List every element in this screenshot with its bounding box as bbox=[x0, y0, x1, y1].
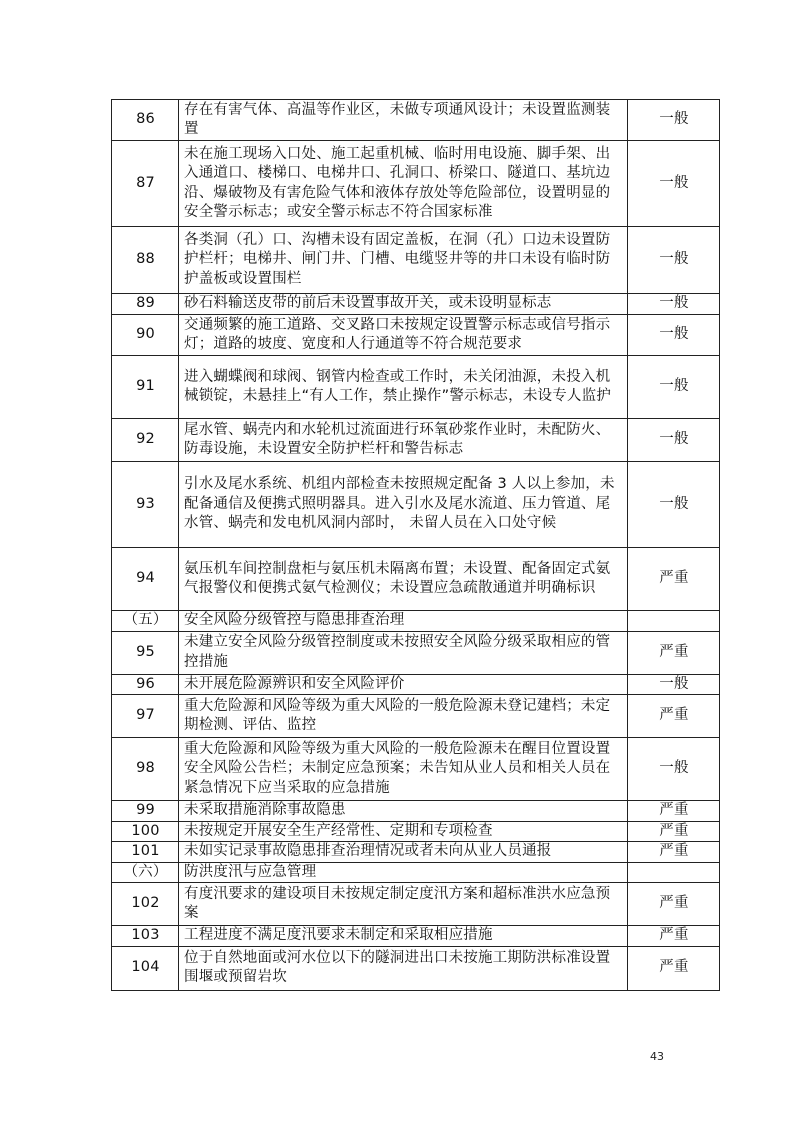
hazard-level: 一般 bbox=[628, 419, 720, 462]
row-number: 92 bbox=[112, 419, 179, 462]
hazard-description: 存在有害气体、高温等作业区，未做专项通风设计；未设置监测装置 bbox=[179, 100, 628, 141]
row-number: 94 bbox=[112, 548, 179, 611]
row-number: 101 bbox=[112, 842, 179, 863]
table-row bbox=[112, 100, 720, 141]
hazard-level: 严重 bbox=[628, 842, 720, 863]
hazard-description: 引水及尾水系统、机组内部检查未按照规定配备 3 人以上参加，未配备通信及便携式照明器具。进入引水及尾水流道、压力管道、尾水管、蜗壳和发电机风洞内部时， 未留人员在入口处守候 bbox=[179, 462, 628, 548]
row-number: 87 bbox=[112, 141, 179, 227]
table-row bbox=[112, 462, 720, 548]
hazard-description: 交通频繁的施工道路、交叉路口未按规定设置警示标志或信号指示灯；道路的坡度、宽度和人行通道等不符合规范要求 bbox=[179, 315, 628, 356]
hazard-level: 严重 bbox=[628, 548, 720, 611]
table-row bbox=[112, 821, 720, 842]
hazard-level: 一般 bbox=[628, 356, 720, 419]
hazard-description: 未按规定开展安全生产经常性、定期和专项检查 bbox=[179, 821, 628, 842]
hazard-level: 一般 bbox=[628, 227, 720, 294]
hazard-level: 严重 bbox=[628, 821, 720, 842]
row-number: 93 bbox=[112, 462, 179, 548]
row-number: 100 bbox=[112, 821, 179, 842]
table-row bbox=[112, 674, 720, 695]
hazard-description: 未在施工现场入口处、施工起重机械、临时用电设施、脚手架、出入通道口、楼梯口、电梯井口、孔洞口、桥梁口、隧道口、基坑边沿、爆破物及有害危险气体和液体存放处等危险部位，设置明显的安全警示标志；或安全警示标志不符合国家标准 bbox=[179, 141, 628, 227]
row-number: 97 bbox=[112, 695, 179, 738]
hazard-table bbox=[111, 99, 720, 991]
hazard-level: 一般 bbox=[628, 141, 720, 227]
hazard-level: 严重 bbox=[628, 883, 720, 926]
section-title: 防洪度汛与应急管理 bbox=[179, 862, 628, 883]
row-number: （五） bbox=[112, 611, 179, 632]
hazard-level: 一般 bbox=[628, 462, 720, 548]
hazard-description: 各类洞（孔）口、沟槽未设有固定盖板，在洞（孔）口边未设置防护栏杆；电梯井、闸门井、门槽、电缆竖井等的井口未设有临时防护盖板或设置围栏 bbox=[179, 227, 628, 294]
table-row bbox=[112, 946, 720, 990]
table-row bbox=[112, 738, 720, 801]
hazard-description: 尾水管、蜗壳内和水轮机过流面进行环氧砂浆作业时，未配防火、防毒设施，未设置安全防护栏杆和警告标志 bbox=[179, 419, 628, 462]
table-row bbox=[112, 294, 720, 315]
row-number: 91 bbox=[112, 356, 179, 419]
table-row bbox=[112, 356, 720, 419]
hazard-level bbox=[628, 611, 720, 632]
hazard-description: 氨压机车间控制盘柜与氨压机未隔离布置；未设置、配备固定式氨气报警仪和便携式氨气检测仪；未设置应急疏散通道并明确标识 bbox=[179, 548, 628, 611]
row-number: 95 bbox=[112, 631, 179, 674]
row-number: （六） bbox=[112, 862, 179, 883]
row-number: 104 bbox=[112, 946, 179, 990]
hazard-description: 未建立安全风险分级管控制度或未按照安全风险分级采取相应的管控措施 bbox=[179, 631, 628, 674]
hazard-level: 一般 bbox=[628, 294, 720, 315]
hazard-level: 一般 bbox=[628, 100, 720, 141]
hazard-level: 一般 bbox=[628, 738, 720, 801]
hazard-description: 重大危险源和风险等级为重大风险的一般危险源未在醒目位置设置安全风险公告栏；未制定应急预案；未告知从业人员和相关人员在紧急情况下应当采取的应急措施 bbox=[179, 738, 628, 801]
row-number: 90 bbox=[112, 315, 179, 356]
table-row bbox=[112, 631, 720, 674]
hazard-description: 未采取措施消除事故隐患 bbox=[179, 801, 628, 822]
row-number: 96 bbox=[112, 674, 179, 695]
row-number: 88 bbox=[112, 227, 179, 294]
table-row bbox=[112, 315, 720, 356]
row-number: 86 bbox=[112, 100, 179, 141]
hazard-level: 一般 bbox=[628, 315, 720, 356]
hazard-level: 严重 bbox=[628, 946, 720, 990]
hazard-table-body bbox=[112, 100, 720, 991]
table-row bbox=[112, 926, 720, 947]
hazard-level: 严重 bbox=[628, 801, 720, 822]
table-row bbox=[112, 141, 720, 227]
table-row bbox=[112, 227, 720, 294]
page-number: 43 bbox=[650, 1050, 664, 1063]
hazard-description: 工程进度不满足度汛要求未制定和采取相应措施 bbox=[179, 926, 628, 947]
row-number: 99 bbox=[112, 801, 179, 822]
hazard-level: 严重 bbox=[628, 631, 720, 674]
row-number: 98 bbox=[112, 738, 179, 801]
table-row bbox=[112, 419, 720, 462]
hazard-description: 位于自然地面或河水位以下的隧洞进出口未按施工期防洪标准设置围堰或预留岩坎 bbox=[179, 946, 628, 990]
hazard-level bbox=[628, 862, 720, 883]
row-number: 102 bbox=[112, 883, 179, 926]
section-title: 安全风险分级管控与隐患排查治理 bbox=[179, 611, 628, 632]
table-row bbox=[112, 883, 720, 926]
row-number: 89 bbox=[112, 294, 179, 315]
table-row bbox=[112, 801, 720, 822]
hazard-level: 严重 bbox=[628, 695, 720, 738]
hazard-description: 未如实记录事故隐患排查治理情况或者未向从业人员通报 bbox=[179, 842, 628, 863]
hazard-description: 砂石料输送皮带的前后未设置事故开关，或未设明显标志 bbox=[179, 294, 628, 315]
table-row bbox=[112, 695, 720, 738]
hazard-level: 严重 bbox=[628, 926, 720, 947]
section-row bbox=[112, 611, 720, 632]
hazard-description: 未开展危险源辨识和安全风险评价 bbox=[179, 674, 628, 695]
hazard-description: 进入蝴蝶阀和球阀、钢管内检查或工作时，未关闭油源，未投入机械锁锭，未悬挂上“有人工作，禁止操作”警示标志，未设专人监护 bbox=[179, 356, 628, 419]
section-row bbox=[112, 862, 720, 883]
hazard-level: 一般 bbox=[628, 674, 720, 695]
hazard-description: 重大危险源和风险等级为重大风险的一般危险源未登记建档；未定期检测、评估、监控 bbox=[179, 695, 628, 738]
row-number: 103 bbox=[112, 926, 179, 947]
table-row bbox=[112, 548, 720, 611]
table-row bbox=[112, 842, 720, 863]
hazard-description: 有度汛要求的建设项目未按规定制定度汛方案和超标准洪水应急预案 bbox=[179, 883, 628, 926]
